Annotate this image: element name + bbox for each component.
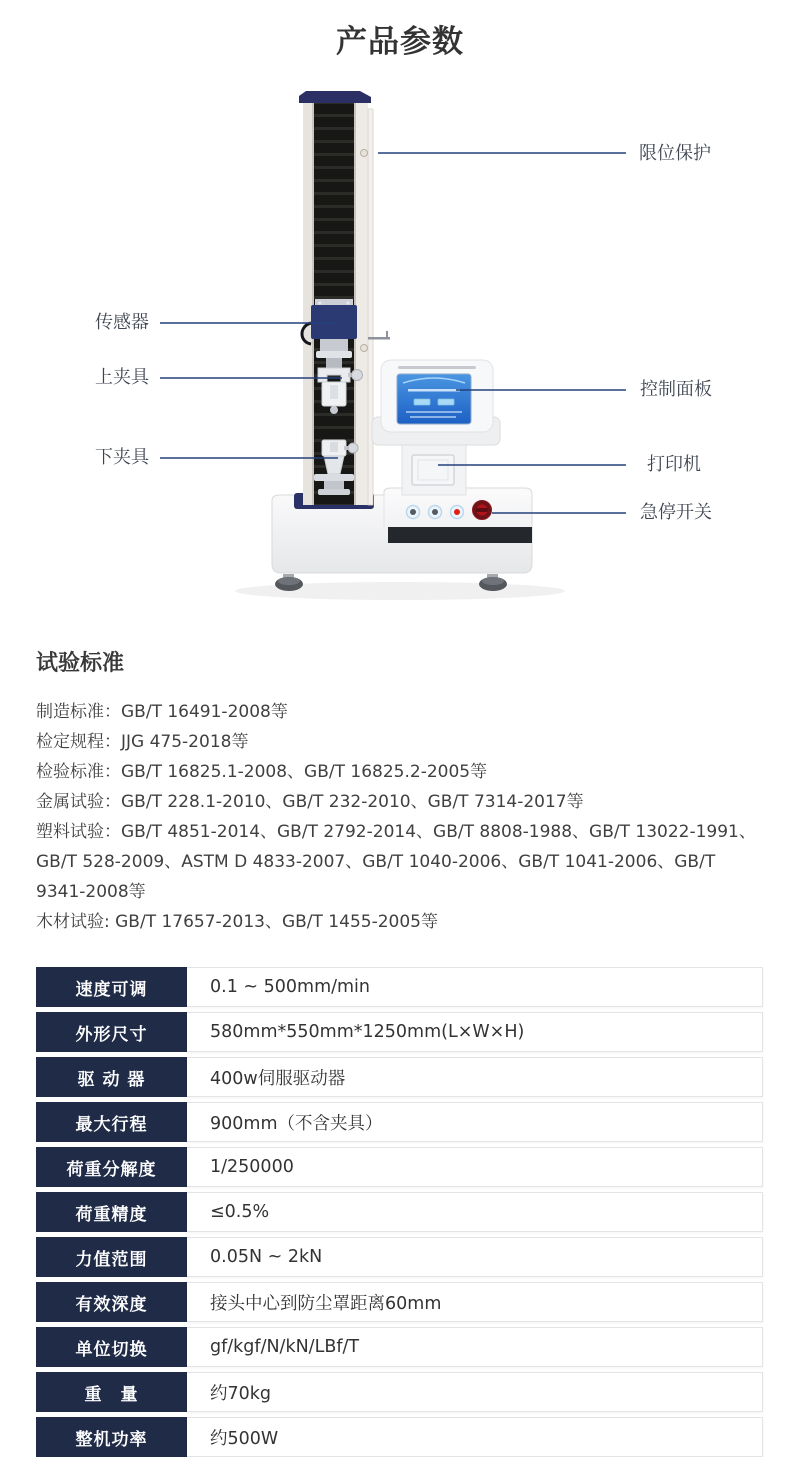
spec-label: 有效深度 [36,1282,187,1322]
spec-label: 最大行程 [36,1102,187,1142]
standards-heading: 试验标准 [36,651,125,676]
table-row [36,1012,763,1052]
spec-value: 约70kg [187,1372,763,1412]
spec-label: 荷重精度 [36,1192,187,1232]
table-row [36,1327,763,1367]
spec-table [36,967,763,1457]
spec-label: 重 量 [36,1372,187,1412]
spec-value: gf/kgf/N/kN/LBf/T [187,1327,763,1367]
callout-lines [160,153,626,513]
table-row [36,1102,763,1142]
standards-item: 木材试验: GB/T 17657-2013、GB/T 1455-2005等 [36,912,438,932]
product-figure [0,65,800,620]
spec-value: 580mm*550mm*1250mm(L×W×H) [187,1012,763,1052]
standards-item: 塑料试验：GB/T 4851-2014、GB/T 2792-2014、GB/T 8808-1988、GB/T 13022-1991、GB/T 528-2009、ASTM D 4833-2007、GB/T 1040-2006、GB/T 1041-2006、GB/T 9341-2008等 [36,822,756,902]
callout-printer: 打印机 [647,454,701,475]
table-row [36,1057,763,1097]
callout-control-panel: 控制面板 [640,379,712,400]
table-row [36,1282,763,1322]
standards-item: 制造标准：GB/T 16491-2008等 [36,702,288,722]
spec-value: 接头中心到防尘罩距离60mm [187,1282,763,1322]
printer [402,443,466,495]
callout-limit-protection: 限位保护 [639,143,711,164]
table-row [36,1417,763,1457]
table-row [36,1372,763,1412]
table-row [36,1237,763,1277]
emergency-stop-button [473,501,492,520]
callout-emergency-stop: 急停开关 [640,502,712,523]
spec-label: 整机功率 [36,1417,187,1457]
standards-list [36,697,763,937]
callout-upper-clamp: 上夹具 [95,367,149,388]
spec-label: 荷重分解度 [36,1147,187,1187]
callout-lower-clamp: 下夹具 [95,447,149,468]
table-row [36,1147,763,1187]
spec-label: 力值范围 [36,1237,187,1277]
spec-value: 900mm（不含夹具） [187,1102,763,1142]
spec-label: 外形尺寸 [36,1012,187,1052]
standards-item: 检定规程：JJG 475-2018等 [36,732,249,752]
test-standards-section [36,646,763,937]
spec-label: 单位切换 [36,1327,187,1367]
callout-sensor: 传感器 [95,312,149,333]
spec-value: 1/250000 [187,1147,763,1187]
standards-item: 检验标准：GB/T 16825.1-2008、GB/T 16825.2-2005等 [36,762,488,782]
spec-value: ≤0.5% [187,1192,763,1232]
spec-value: 400w伺服驱动器 [187,1057,763,1097]
spec-value: 约500W [187,1417,763,1457]
spec-label: 速度可调 [36,967,187,1007]
control-panel [372,360,500,445]
base-buttons [407,506,464,519]
table-row [36,1192,763,1232]
spec-value: 0.1 ~ 500mm/min [187,967,763,1007]
spec-value: 0.05N ~ 2kN [187,1237,763,1277]
page-title: 产品参数 [336,24,464,60]
standards-item: 金属试验：GB/T 228.1-2010、GB/T 232-2010、GB/T 7314-2017等 [36,792,584,812]
spec-label: 驱 动 器 [36,1057,187,1097]
table-row [36,967,763,1007]
